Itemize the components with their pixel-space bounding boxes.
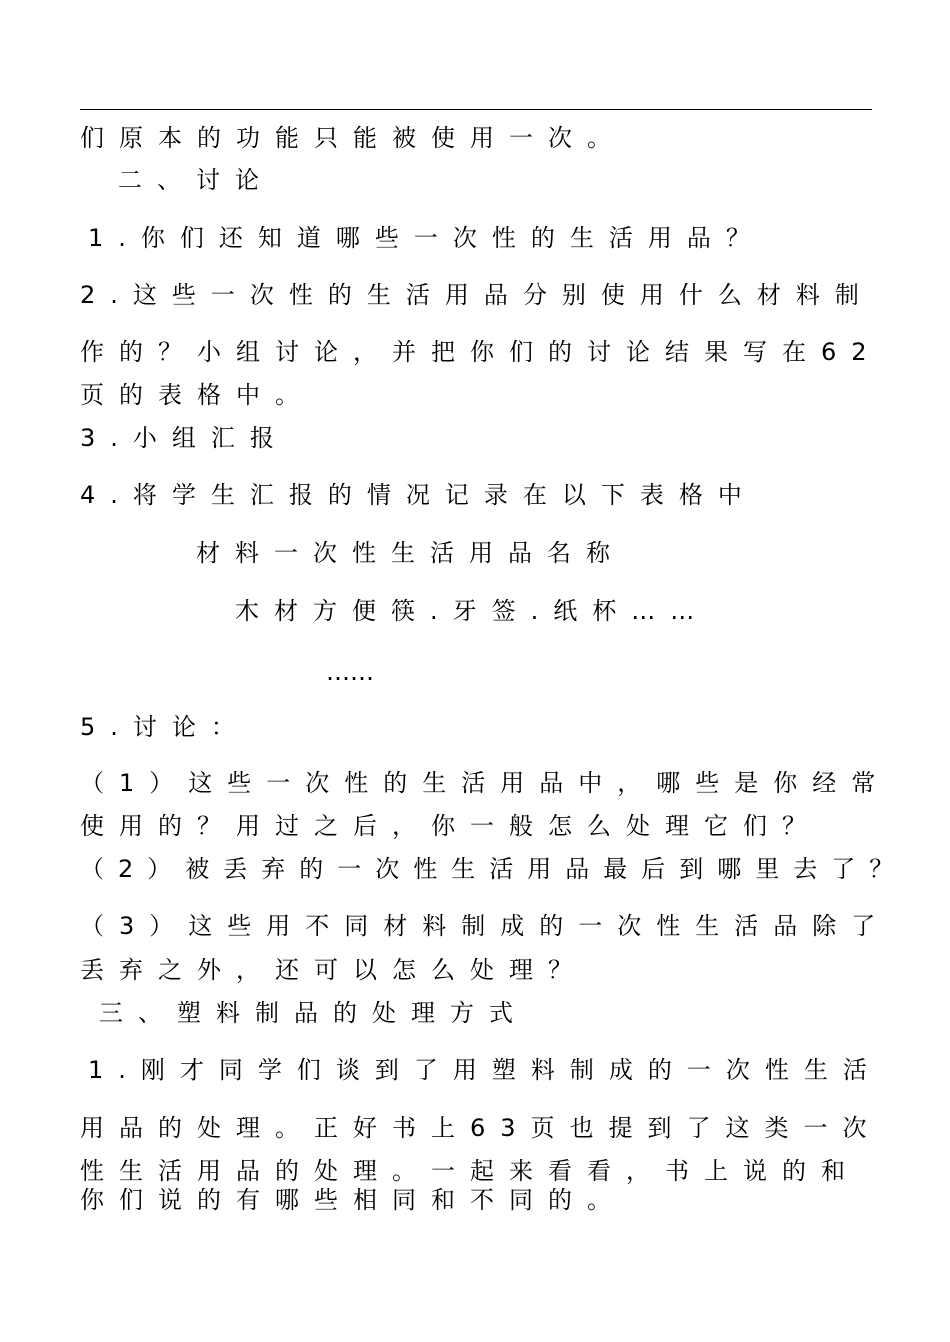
text-line: 2.这些一次性的生活用品分别使用什么材料制 (80, 281, 874, 309)
table-ellipsis: …… (326, 658, 374, 686)
text-line: （2）被丢弃的一次性生活用品最后到哪里去了？ (80, 855, 908, 883)
text-line: 4.将学生汇报的情况记录在以下表格中 (80, 481, 757, 509)
header-rule (80, 109, 872, 110)
text-line: 3.小组汇报 (80, 424, 289, 452)
text-line: 们原本的功能只能被使用一次。 (80, 124, 626, 152)
text-line: 作的？小组讨论，并把你们的讨论结果写在62 (80, 338, 882, 366)
text-line: （3）这些用不同材料制成的一次性生活品除了 (80, 912, 891, 940)
text-line: 1.你们还知道哪些一次性的生活用品？ (88, 224, 765, 252)
section-heading: 三、塑料制品的处理方式 (99, 999, 528, 1027)
section-heading: 二、讨论 (118, 166, 274, 194)
text-line: 你们说的有哪些相同和不同的。 (80, 1186, 626, 1214)
text-line: 性生活用品的处理。一起来看看，书上说的和 (80, 1157, 860, 1185)
table-header: 材料一次性生活用品名称 (196, 539, 625, 567)
text-line: 1.刚才同学们谈到了用塑料制成的一次性生活 (88, 1056, 882, 1084)
table-row: 木材方便筷.牙签.纸杯…… (235, 597, 710, 625)
text-line: 页的表格中。 (80, 381, 314, 409)
text-line: 丢弃之外，还可以怎么处理？ (80, 956, 587, 984)
text-line: 使用的？用过之后，你一般怎么处理它们？ (80, 812, 821, 840)
text-line: 5.讨论： (80, 713, 250, 741)
text-line: 用品的处理。正好书上63页也提到了这类一次 (80, 1114, 882, 1142)
text-line: （1）这些一次性的生活用品中，哪些是你经常 (80, 769, 891, 797)
